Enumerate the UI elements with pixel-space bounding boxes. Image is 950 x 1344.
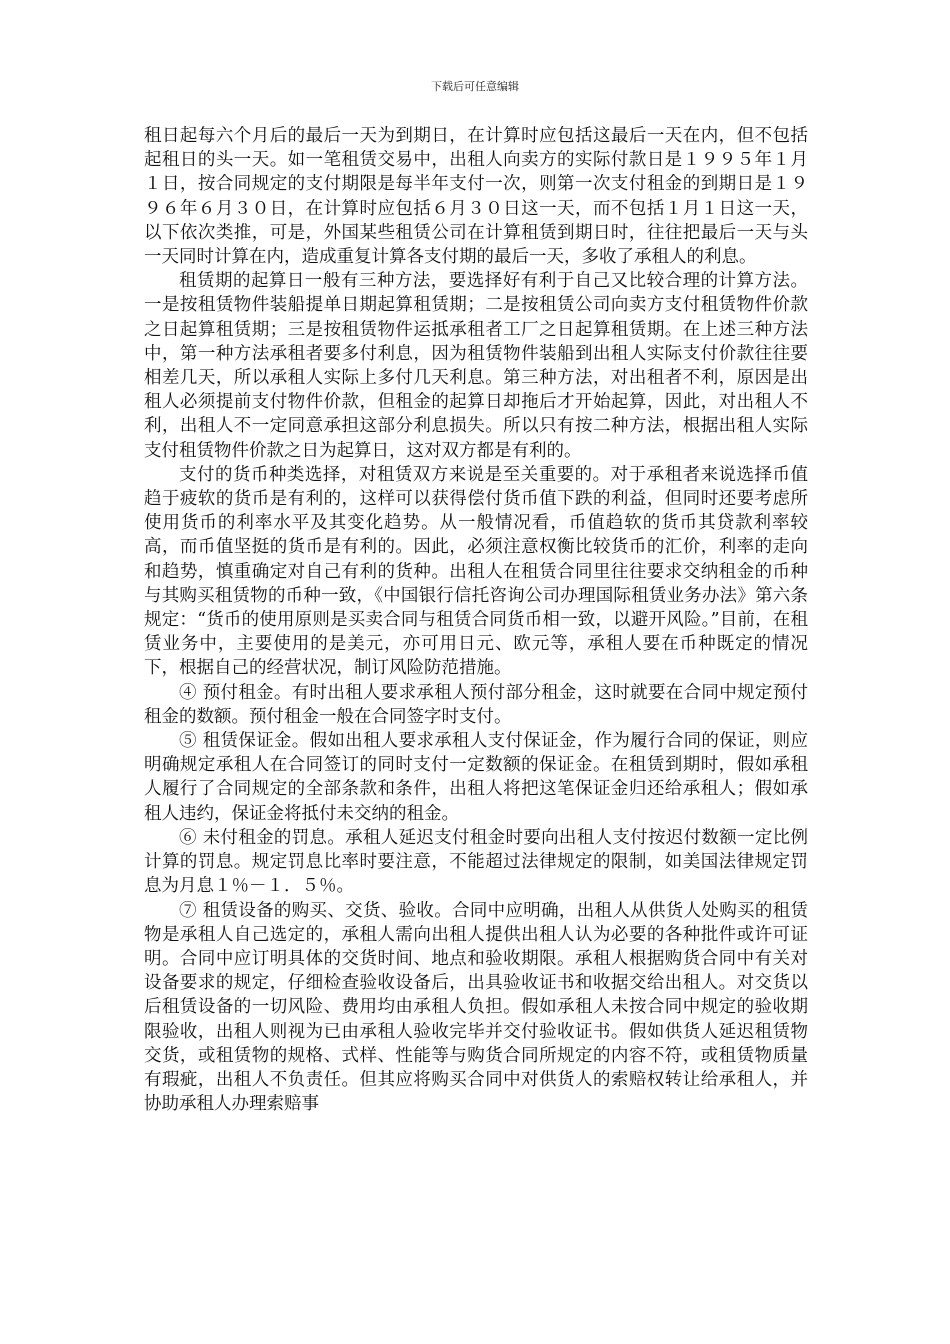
paragraph: ⑥ 未付租金的罚息。承租人延迟支付租金时要向出租人支付按迟付数额一定比例计算的罚息。规定罚息比率时要注意，不能超过法律规定的限制，如美国法律规定罚息为月息１％－１．５％。 <box>144 827 808 897</box>
paragraph: 租日起每六个月后的最后一天为到期日，在计算时应包括这最后一天在内，但不包括起租日的头一天。如一笔租赁交易中，出租人向卖方的实际付款日是１９９５年１月１日，按合同规定的支付期限是每半年支付一次，则第一次支付租金的到期日是１９９６年６月３０日，在计算时应包括６月３０日这一天，而不包括１月１日这一天，以下依次类推，可是，外国某些租赁公司在计算租赁到期日时，往往把最后一天与头一天同时计算在内，造成重复计算各支付期的最后一天，多收了承租人的利息。 <box>144 126 808 268</box>
document-body <box>144 124 808 1116</box>
paragraph: ⑤ 租赁保证金。假如出租人要求承租人支付保证金，作为履行合同的保证，则应明确规定承租人在合同签订的同时支付一定数额的保证金。在租赁到期时，假如承租人履行了合同规定的全部条款和条件，出租人将把这笔保证金归还给承租人；假如承租人违约，保证金将抵付未交纳的租金。 <box>144 731 808 824</box>
paragraph: 租赁期的起算日一般有三种方法，要选择好有利于自己又比较合理的计算方法。一是按租赁物件装船提单日期起算租赁期；二是按租赁公司向卖方支付租赁物件价款之日起算租赁期；三是按租赁物件运抵承租者工厂之日起算租赁期。在上述三种方法中，第一种方法承租者要多付利息，因为租赁物件装船到出租人实际支付价款往往要相差几天，所以承租人实际上多付几天利息。第三种方法，对出租者不利，原因是出租人必须提前支付物件价款，但租金的起算日却拖后才开始起算，因此，对出租人不利，出租人不一定同意承担这部分利息损失。所以只有按二种方法，根据出租人实际支付租赁物件价款之日为起算日，这对双方都是有利的。 <box>144 271 808 461</box>
paragraph: ④ 预付租金。有时出租人要求承租人预付部分租金，这时就要在合同中规定预付租金的数额。预付租金一般在合同签字时支付。 <box>144 682 808 727</box>
paragraph: ⑦ 租赁设备的购买、交货、验收。合同中应明确，出租人从供货人处购买的租赁物是承租人自己选定的，承租人需向出租人提供出租人认为必要的各种批件或许可证明。合同中应订明具体的交货时间、地点和验收期限。承租人根据购货合同中有关对设备要求的规定，仔细检查验收设备后，出具验收证书和收据交给出租人。对交货以后租赁设备的一切风险、费用均由承租人负担。假如承租人未按合同中规定的验收期限验收，出租人则视为已由承租人验收完毕并交付验收证书。假如供货人延迟租赁物交货，或租赁物的规格、式样、性能等与购货合同所规定的内容不符，或租赁物质量有瑕疵，出租人不负责任。但其应将购买合同中对供货人的索赔权转让给承租人，并协助承租人办理索赔事 <box>144 900 808 1115</box>
page-header: 下载后可任意编辑 <box>431 80 519 93</box>
paragraph: 支付的货币种类选择，对租赁双方来说是至关重要的。对于承租者来说选择币值趋于疲软的货币是有利的，这样可以获得偿付货币值下跌的利益，但同时还要考虑所使用货币的利率水平及其变化趋势。从一般情况看，币值趋软的货币其贷款利率较高，而币值坚挺的货币是有利的。因此，必须注意权衡比较货币的汇价，利率的走向和趋势，慎重确定对自己有利的货种。出租人在租赁合同里往往要求交纳租金的币种与其购买租赁物的币种一致，《中国银行信托咨询公司办理国际租赁业务办法》第六条规定：“货币的使用原则是买卖合同与租赁合同货币相一致，以避开风险。”目前，在租赁业务中，主要使用的是美元，亦可用日元、欧元等，承租人要在币种既定的情况下，根据自己的经营状况，制订风险防范措施。 <box>144 464 808 679</box>
